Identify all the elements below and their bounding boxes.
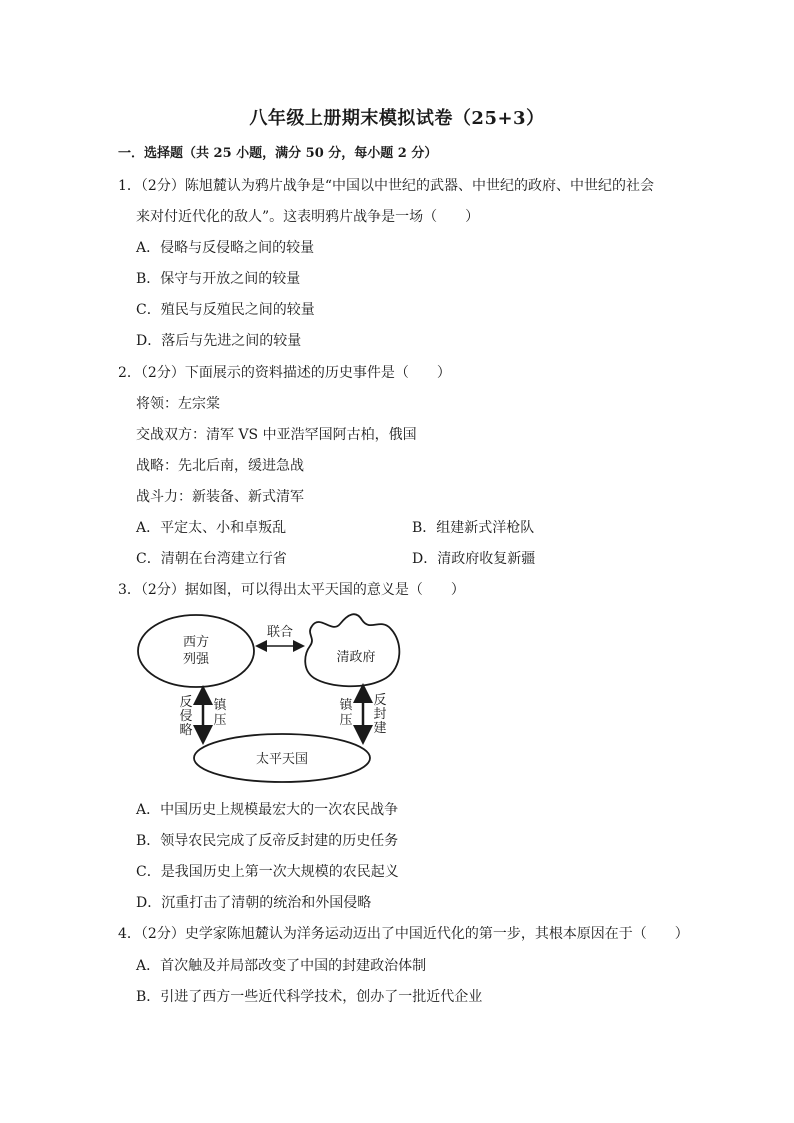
q1-stem-line2: 来对付近代化的敌人”。这表明鸦片战争是一场（ ）: [136, 209, 480, 225]
taiping-label: 太平天国: [255, 752, 309, 767]
q3-option-d: D．沉重打击了清朝的统治和外国侵略: [136, 895, 372, 911]
q3-option-c: C．是我国历史上第一次大规模的农民起义: [136, 864, 399, 880]
q2-material-general: 将领：左宗棠: [136, 396, 220, 412]
west-label-2: 列强: [182, 652, 210, 667]
west-powers-ellipse: [138, 615, 254, 687]
qing-label: 清政府: [336, 650, 376, 665]
right-outer-1: 反: [373, 693, 387, 708]
exam-title: 八年级上册期末模拟试卷（25+3）: [249, 108, 545, 129]
right-outer-2: 封: [373, 707, 387, 722]
right-inner-2: 压: [339, 713, 353, 728]
q2-option-d: D．清政府收复新疆: [412, 551, 536, 567]
left-outer-2: 侵: [179, 709, 193, 724]
q4-option-b: B．引进了西方一些近代科学技术，创办了一批近代企业: [136, 989, 483, 1005]
q2-option-c: C．清朝在台湾建立行省: [136, 551, 287, 567]
q2-option-a: A．平定太、小和卓叛乱: [136, 520, 287, 536]
q1-stem-line1: 1．（2分）陈旭麓认为鸦片战争是“中国以中世纪的武器、中世纪的政府、中世纪的社会: [118, 178, 654, 194]
left-outer-1: 反: [179, 695, 193, 710]
q4-option-a: A．首次触及并局部改变了中国的封建政治体制: [136, 958, 427, 974]
q1-option-d: D．落后与先进之间的较量: [136, 333, 302, 349]
q2-material-strategy: 战略：先北后南，缓进急战: [136, 458, 304, 474]
q2-stem: 2．（2分）下面展示的资料描述的历史事件是（ ）: [118, 365, 451, 381]
q1-option-a: A．侵略与反侵略之间的较量: [136, 240, 315, 256]
q4-stem: 4．（2分）史学家陈旭麓认为洋务运动迈出了中国近代化的第一步，其根本原因在于（ ）: [118, 926, 689, 942]
west-label-1: 西方: [182, 635, 210, 650]
q1-option-b: B．保守与开放之间的较量: [136, 271, 301, 287]
left-inner-2: 压: [213, 713, 227, 728]
right-outer-3: 建: [373, 721, 387, 736]
union-label: 联合: [266, 625, 294, 640]
q1-option-c: C．殖民与反殖民之间的较量: [136, 302, 315, 318]
q2-material-sides: 交战双方：清军 VS 中亚浩罕国阿古柏，俄国: [136, 427, 417, 443]
left-outer-3: 略: [179, 723, 193, 738]
q3-option-a: A．中国历史上规模最宏大的一次农民战争: [136, 802, 399, 818]
section-heading: 一．选择题（共 25 小题，满分 50 分，每小题 2 分）: [118, 146, 438, 161]
taiping-relation-diagram: [134, 606, 406, 788]
q2-option-b: B．组建新式洋枪队: [412, 520, 535, 536]
q3-stem: 3．（2分）据如图，可以得出太平天国的意义是（ ）: [118, 582, 465, 598]
left-inner-1: 镇: [213, 698, 227, 713]
q3-option-b: B．领导农民完成了反帝反封建的历史任务: [136, 833, 399, 849]
right-inner-1: 镇: [339, 698, 353, 713]
q2-material-force: 战斗力：新装备、新式清军: [136, 489, 304, 505]
